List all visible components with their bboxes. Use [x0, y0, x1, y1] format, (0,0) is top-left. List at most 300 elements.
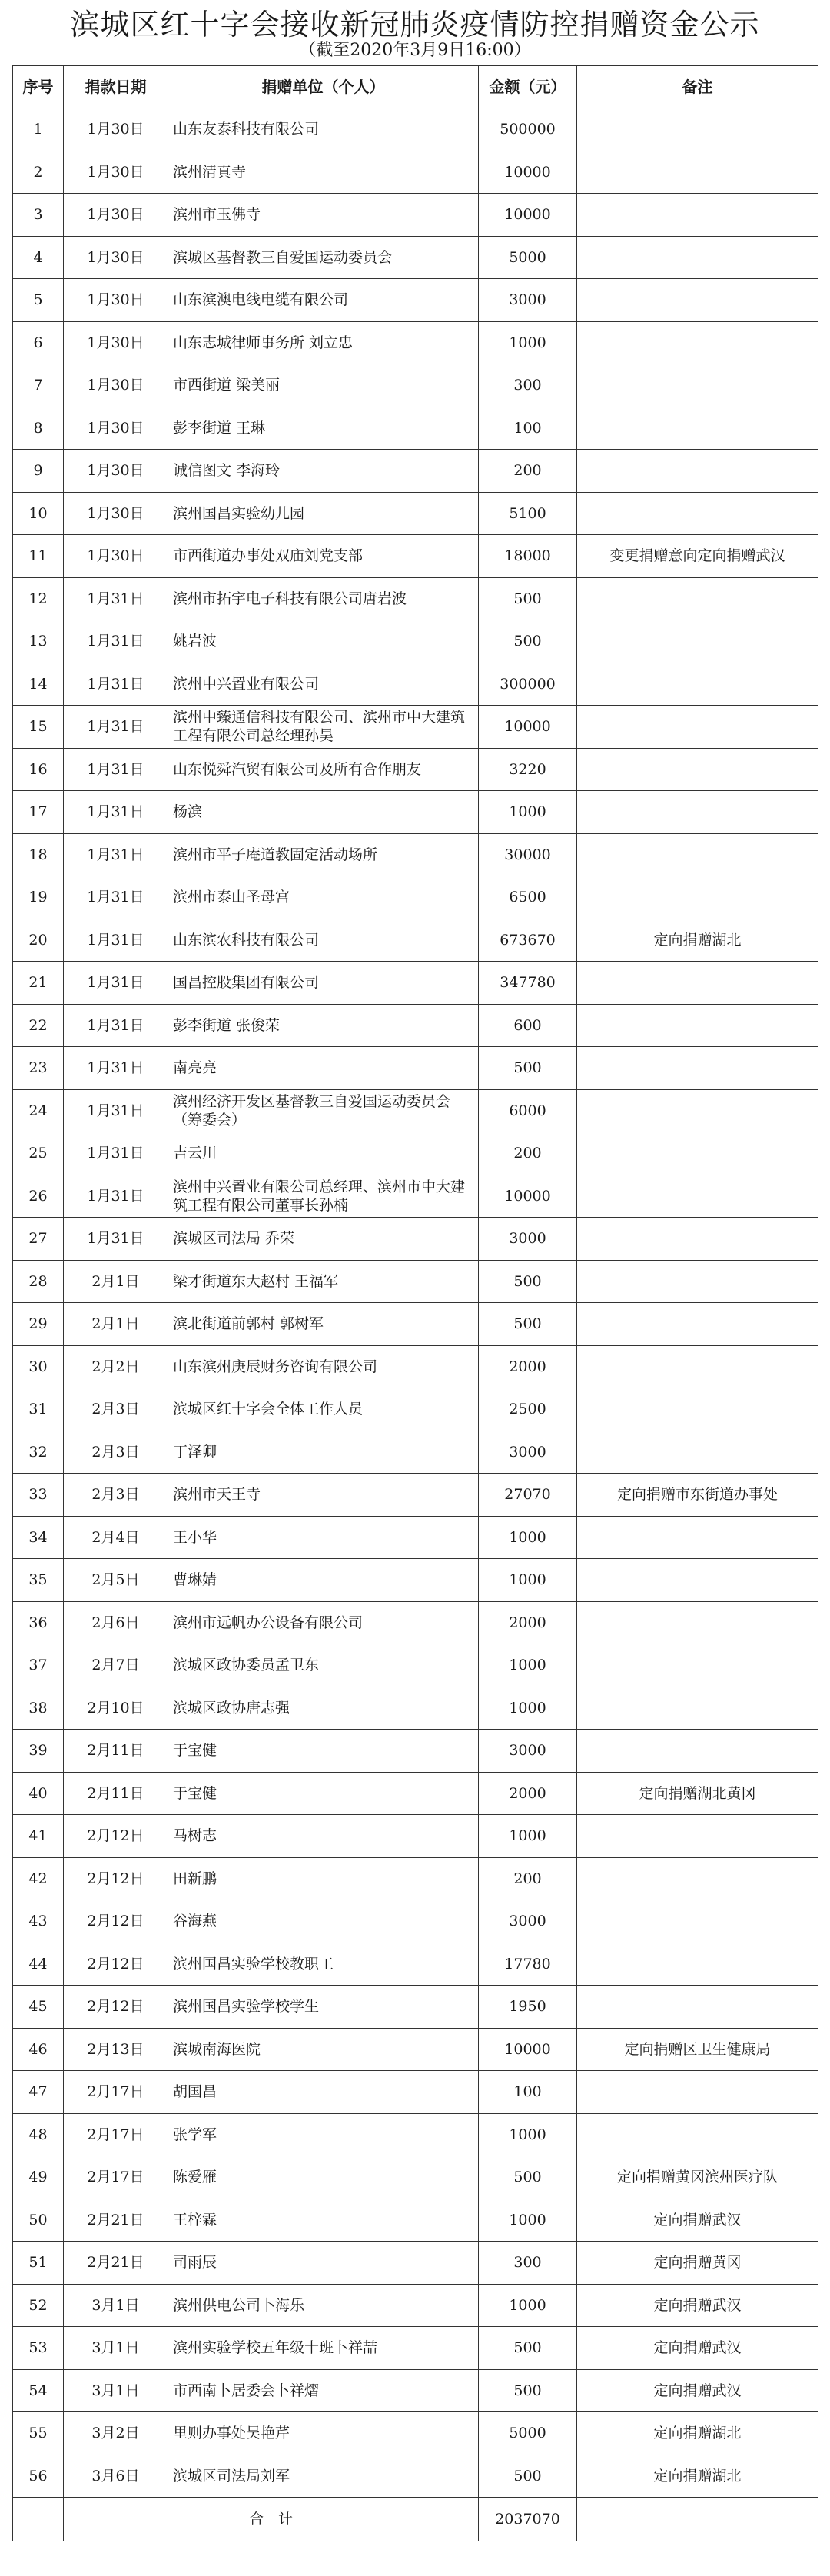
cell-amount: 27070: [479, 1474, 577, 1517]
cell-amount: 500: [479, 2369, 577, 2412]
cell-no: 2: [13, 151, 64, 194]
cell-no: 13: [13, 620, 64, 663]
cell-donor: 南亮亮: [168, 1047, 479, 1090]
cell-donor: 杨滨: [168, 791, 479, 834]
cell-note: [577, 1431, 818, 1474]
cell-date: 2月3日: [64, 1388, 168, 1431]
cell-amount: 500: [479, 2156, 577, 2199]
cell-donor: 梁才街道东大赵村 王福军: [168, 1260, 479, 1303]
cell-donor: 滨州实验学校五年级十班卜祥喆: [168, 2327, 479, 2370]
cell-donor: 滨州国昌实验学校教职工: [168, 1943, 479, 1986]
cell-date: 2月3日: [64, 1431, 168, 1474]
cell-no: 36: [13, 1601, 64, 1644]
cell-note: [577, 620, 818, 663]
cell-note: [577, 1089, 818, 1132]
table-row: [13, 364, 818, 407]
cell-date: 3月1日: [64, 2327, 168, 2370]
table-row: [13, 1559, 818, 1602]
cell-no: 24: [13, 1089, 64, 1132]
cell-donor: 吉云川: [168, 1132, 479, 1175]
cell-donor: 滨州市平子庵道教固定活动场所: [168, 833, 479, 876]
cell-date: 2月21日: [64, 2242, 168, 2285]
cell-date: 1月31日: [64, 1047, 168, 1090]
cell-amount: 500: [479, 1047, 577, 1090]
cell-no: 3: [13, 194, 64, 237]
cell-amount: 6500: [479, 876, 577, 919]
cell-amount: 500: [479, 577, 577, 620]
cell-donor: 滨州市玉佛寺: [168, 194, 479, 237]
cell-donor: 滨州市拓宇电子科技有限公司唐岩波: [168, 577, 479, 620]
cell-amount: 10000: [479, 151, 577, 194]
cell-amount: 1000: [479, 2113, 577, 2156]
table-header-row: [13, 66, 818, 108]
table-row: [13, 1772, 818, 1815]
header-amount: 金额（元）: [479, 66, 577, 108]
cell-no: 17: [13, 791, 64, 834]
cell-no: 53: [13, 2327, 64, 2370]
cell-donor: 丁泽卿: [168, 1431, 479, 1474]
cell-note: 定向捐赠湖北: [577, 2455, 818, 2498]
cell-donor: 里则办事处吴艳芹: [168, 2412, 479, 2455]
cell-date: 2月5日: [64, 1559, 168, 1602]
table-row: [13, 407, 818, 450]
cell-note: [577, 2113, 818, 2156]
cell-date: 1月30日: [64, 450, 168, 493]
cell-no: 6: [13, 321, 64, 364]
cell-date: 1月31日: [64, 876, 168, 919]
cell-amount: 1000: [479, 791, 577, 834]
header-no: 序号: [13, 66, 64, 108]
cell-no: 18: [13, 833, 64, 876]
cell-date: 1月31日: [64, 663, 168, 706]
cell-no: 19: [13, 876, 64, 919]
cell-no: 51: [13, 2242, 64, 2285]
cell-donor: 滨城区基督教三自爱国运动委员会: [168, 236, 479, 279]
table-row: [13, 1986, 818, 2029]
table-row: [13, 748, 818, 791]
cell-no: 55: [13, 2412, 64, 2455]
cell-no: 49: [13, 2156, 64, 2199]
cell-date: 2月12日: [64, 1943, 168, 1986]
cell-donor: 滨北街道前郭村 郭树军: [168, 1303, 479, 1346]
cell-date: 3月6日: [64, 2455, 168, 2498]
cell-amount: 2000: [479, 1601, 577, 1644]
cell-amount: 3000: [479, 1900, 577, 1943]
cell-date: 2月13日: [64, 2028, 168, 2071]
cell-no: 31: [13, 1388, 64, 1431]
cell-amount: 500000: [479, 108, 577, 151]
cell-donor: 诚信图文 李海玲: [168, 450, 479, 493]
cell-donor: 曹琳婧: [168, 1559, 479, 1602]
cell-donor: 山东友泰科技有限公司: [168, 108, 479, 151]
cell-date: 1月31日: [64, 1004, 168, 1047]
cell-amount: 100: [479, 407, 577, 450]
cell-date: 2月12日: [64, 1857, 168, 1900]
table-row: [13, 2113, 818, 2156]
cell-note: [577, 1303, 818, 1346]
cell-amount: 500: [479, 2327, 577, 2370]
cell-amount: 1000: [479, 1815, 577, 1858]
cell-no: 20: [13, 919, 64, 962]
table-row: [13, 1730, 818, 1773]
cell-no: 45: [13, 1986, 64, 2029]
table-row: [13, 791, 818, 834]
table-row: [13, 450, 818, 493]
cell-note: 定向捐赠武汉: [577, 2327, 818, 2370]
table-row: [13, 2242, 818, 2285]
table-row: [13, 1516, 818, 1559]
cell-amount: 200: [479, 1132, 577, 1175]
table-row: [13, 1474, 818, 1517]
cell-no: 39: [13, 1730, 64, 1773]
cell-no: 48: [13, 2113, 64, 2156]
cell-date: 2月11日: [64, 1730, 168, 1773]
cell-note: [577, 364, 818, 407]
cell-note: [577, 1943, 818, 1986]
cell-amount: 600: [479, 1004, 577, 1047]
cell-no: 23: [13, 1047, 64, 1090]
table-body: [13, 108, 818, 2498]
cell-amount: 10000: [479, 194, 577, 237]
cell-no: 25: [13, 1132, 64, 1175]
cell-note: [577, 577, 818, 620]
cell-date: 2月2日: [64, 1345, 168, 1388]
cell-date: 1月30日: [64, 279, 168, 322]
cell-note: [577, 2071, 818, 2114]
cell-date: 1月30日: [64, 151, 168, 194]
cell-date: 3月2日: [64, 2412, 168, 2455]
table-row: [13, 1218, 818, 1261]
cell-donor: 田新鹏: [168, 1857, 479, 1900]
cell-donor: 司雨辰: [168, 2242, 479, 2285]
cell-note: [577, 706, 818, 749]
cell-no: 42: [13, 1857, 64, 1900]
table-row: [13, 151, 818, 194]
cell-donor: 滨州中臻通信科技有限公司、滨州市中大建筑工程有限公司总经理孙昊: [168, 706, 479, 749]
cell-donor: 滨州供电公司卜海乐: [168, 2284, 479, 2327]
cell-note: 定向捐赠湖北黄冈: [577, 1772, 818, 1815]
cell-date: 1月31日: [64, 1089, 168, 1132]
cell-date: 1月30日: [64, 407, 168, 450]
cell-amount: 10000: [479, 706, 577, 749]
cell-date: 2月12日: [64, 1900, 168, 1943]
cell-date: 1月30日: [64, 194, 168, 237]
header-donor: 捐赠单位（个人）: [168, 66, 479, 108]
cell-amount: 17780: [479, 1943, 577, 1986]
table-row: [13, 321, 818, 364]
cell-note: [577, 1687, 818, 1730]
table-row: [13, 2327, 818, 2370]
cell-amount: 6000: [479, 1089, 577, 1132]
total-row: [13, 2498, 818, 2541]
cell-amount: 2000: [479, 1345, 577, 1388]
cell-note: [577, 962, 818, 1005]
cell-amount: 300: [479, 364, 577, 407]
table-row: [13, 706, 818, 749]
table-row: [13, 876, 818, 919]
cell-date: 2月7日: [64, 1644, 168, 1687]
cell-no: 10: [13, 492, 64, 535]
cell-no: 47: [13, 2071, 64, 2114]
cell-amount: 10000: [479, 2028, 577, 2071]
cell-date: 2月17日: [64, 2156, 168, 2199]
cell-date: 3月1日: [64, 2284, 168, 2327]
cell-donor: 彭李街道 王琳: [168, 407, 479, 450]
cell-donor: 胡国昌: [168, 2071, 479, 2114]
cell-no: 12: [13, 577, 64, 620]
cell-note: [577, 1260, 818, 1303]
cell-donor: 滨州清真寺: [168, 151, 479, 194]
cell-note: [577, 194, 818, 237]
cell-amount: 1000: [479, 1516, 577, 1559]
table-row: [13, 1815, 818, 1858]
cell-donor: 马树志: [168, 1815, 479, 1858]
cell-donor: 滨州中兴置业有限公司总经理、滨州市中大建筑工程有限公司董事长孙楠: [168, 1175, 479, 1218]
table-row: [13, 1089, 818, 1132]
cell-amount: 3000: [479, 1730, 577, 1773]
cell-amount: 18000: [479, 535, 577, 578]
cell-amount: 200: [479, 450, 577, 493]
cell-note: [577, 236, 818, 279]
table-row: [13, 1388, 818, 1431]
cell-donor: 市西南卜居委会卜祥熠: [168, 2369, 479, 2412]
cell-date: 2月17日: [64, 2071, 168, 2114]
cell-note: 定向捐赠武汉: [577, 2199, 818, 2242]
cell-amount: 1000: [479, 321, 577, 364]
cell-date: 1月31日: [64, 1175, 168, 1218]
cell-amount: 3000: [479, 279, 577, 322]
cell-note: [577, 321, 818, 364]
cell-amount: 673670: [479, 919, 577, 962]
cell-note: 定向捐赠黄冈滨州医疗队: [577, 2156, 818, 2199]
table-row: [13, 833, 818, 876]
table-row: [13, 663, 818, 706]
cell-donor: 滨城区司法局 乔荣: [168, 1218, 479, 1261]
cell-donor: 山东志城律师事务所 刘立忠: [168, 321, 479, 364]
cell-amount: 5000: [479, 2412, 577, 2455]
cell-donor: 谷海燕: [168, 1900, 479, 1943]
cell-no: 34: [13, 1516, 64, 1559]
cell-date: 1月31日: [64, 833, 168, 876]
cell-note: [577, 663, 818, 706]
cell-no: 50: [13, 2199, 64, 2242]
table-row: [13, 2412, 818, 2455]
cell-no: 52: [13, 2284, 64, 2327]
cell-no: 40: [13, 1772, 64, 1815]
cell-donor: 滨州国昌实验学校学生: [168, 1986, 479, 2029]
cell-donor: 山东滨州庚辰财务咨询有限公司: [168, 1345, 479, 1388]
cell-note: 定向捐赠武汉: [577, 2369, 818, 2412]
cell-no: 33: [13, 1474, 64, 1517]
cell-amount: 2000: [479, 1772, 577, 1815]
cell-note: [577, 1004, 818, 1047]
cell-donor: 张学军: [168, 2113, 479, 2156]
cell-donor: 滨城区政协委员孟卫东: [168, 1644, 479, 1687]
cell-amount: 3000: [479, 1431, 577, 1474]
cell-donor: 山东滨农科技有限公司: [168, 919, 479, 962]
cell-date: 1月30日: [64, 108, 168, 151]
cell-amount: 347780: [479, 962, 577, 1005]
table-row: [13, 492, 818, 535]
table-row: [13, 2199, 818, 2242]
cell-note: 定向捐赠武汉: [577, 2284, 818, 2327]
cell-no: 54: [13, 2369, 64, 2412]
cell-no: 5: [13, 279, 64, 322]
cell-donor: 滨城区红十字会全体工作人员: [168, 1388, 479, 1431]
cell-date: 1月30日: [64, 492, 168, 535]
total-amount: 2037070: [479, 2498, 577, 2541]
cell-note: [577, 450, 818, 493]
cell-no: 1: [13, 108, 64, 151]
cell-no: 9: [13, 450, 64, 493]
cell-note: [577, 1644, 818, 1687]
cell-date: 2月12日: [64, 1815, 168, 1858]
cell-note: [577, 1986, 818, 2029]
cell-no: 8: [13, 407, 64, 450]
cell-date: 1月31日: [64, 1218, 168, 1261]
cell-amount: 1000: [479, 1559, 577, 1602]
table-row: [13, 194, 818, 237]
table-row: [13, 2156, 818, 2199]
cell-amount: 1000: [479, 1687, 577, 1730]
cell-note: 定向捐赠黄冈: [577, 2242, 818, 2285]
document-subtitle: （截至2020年3月9日16:00）: [299, 41, 531, 60]
cell-date: 1月31日: [64, 706, 168, 749]
table-row: [13, 2284, 818, 2327]
cell-donor: 滨城南海医院: [168, 2028, 479, 2071]
cell-donor: 国昌控股集团有限公司: [168, 962, 479, 1005]
cell-note: [577, 1345, 818, 1388]
cell-date: 3月1日: [64, 2369, 168, 2412]
cell-amount: 1000: [479, 2199, 577, 2242]
cell-amount: 500: [479, 1303, 577, 1346]
cell-no: 56: [13, 2455, 64, 2498]
cell-amount: 300000: [479, 663, 577, 706]
cell-donor: 于宝健: [168, 1772, 479, 1815]
cell-note: [577, 1559, 818, 1602]
cell-date: 1月31日: [64, 919, 168, 962]
cell-date: 2月3日: [64, 1474, 168, 1517]
table-row: [13, 620, 818, 663]
cell-amount: 200: [479, 1857, 577, 1900]
cell-note: [577, 1601, 818, 1644]
cell-date: 2月1日: [64, 1303, 168, 1346]
total-spacer-no: [13, 2498, 64, 2541]
cell-no: 4: [13, 236, 64, 279]
cell-note: 定向捐赠湖北: [577, 2412, 818, 2455]
cell-donor: 山东悦舜汽贸有限公司及所有合作朋友: [168, 748, 479, 791]
cell-date: 2月6日: [64, 1601, 168, 1644]
cell-no: 27: [13, 1218, 64, 1261]
cell-note: [577, 833, 818, 876]
table-row: [13, 1303, 818, 1346]
table-row: [13, 1132, 818, 1175]
cell-donor: 王小华: [168, 1516, 479, 1559]
cell-no: 37: [13, 1644, 64, 1687]
cell-donor: 滨城区司法局刘军: [168, 2455, 479, 2498]
cell-amount: 3000: [479, 1218, 577, 1261]
cell-date: 2月21日: [64, 2199, 168, 2242]
cell-date: 2月4日: [64, 1516, 168, 1559]
cell-note: 变更捐赠意向定向捐赠武汉: [577, 535, 818, 578]
cell-date: 2月1日: [64, 1260, 168, 1303]
cell-donor: 滨州市远帆办公设备有限公司: [168, 1601, 479, 1644]
cell-donor: 滨州国昌实验幼儿园: [168, 492, 479, 535]
cell-donor: 滨州中兴置业有限公司: [168, 663, 479, 706]
table-row: [13, 2028, 818, 2071]
cell-date: 1月31日: [64, 620, 168, 663]
cell-amount: 5000: [479, 236, 577, 279]
cell-no: 43: [13, 1900, 64, 1943]
cell-date: 1月31日: [64, 748, 168, 791]
cell-no: 15: [13, 706, 64, 749]
cell-note: 定向捐赠湖北: [577, 919, 818, 962]
table-row: [13, 2071, 818, 2114]
cell-date: 2月11日: [64, 1772, 168, 1815]
cell-date: 1月30日: [64, 236, 168, 279]
table-row: [13, 1004, 818, 1047]
cell-date: 1月30日: [64, 321, 168, 364]
cell-amount: 3220: [479, 748, 577, 791]
table-row: [13, 535, 818, 578]
cell-date: 2月10日: [64, 1687, 168, 1730]
cell-amount: 500: [479, 620, 577, 663]
cell-no: 38: [13, 1687, 64, 1730]
table-row: [13, 1345, 818, 1388]
table-row: [13, 2369, 818, 2412]
table-row: [13, 1687, 818, 1730]
table-row: [13, 1857, 818, 1900]
table-row: [13, 1644, 818, 1687]
donation-table: [12, 65, 818, 2541]
cell-note: [577, 1815, 818, 1858]
cell-note: [577, 1388, 818, 1431]
table-row: [13, 108, 818, 151]
cell-note: [577, 492, 818, 535]
cell-donor: 陈爱雁: [168, 2156, 479, 2199]
cell-no: 35: [13, 1559, 64, 1602]
cell-amount: 500: [479, 1260, 577, 1303]
cell-donor: 王梓霖: [168, 2199, 479, 2242]
cell-no: 41: [13, 1815, 64, 1858]
cell-no: 29: [13, 1303, 64, 1346]
cell-no: 21: [13, 962, 64, 1005]
table-row: [13, 1047, 818, 1090]
table-row: [13, 236, 818, 279]
table-row: [13, 919, 818, 962]
table-row: [13, 2455, 818, 2498]
cell-amount: 1950: [479, 1986, 577, 2029]
cell-no: 30: [13, 1345, 64, 1388]
table-row: [13, 1943, 818, 1986]
header-note: 备注: [577, 66, 818, 108]
cell-donor: 滨城区政协唐志强: [168, 1687, 479, 1730]
cell-note: [577, 1175, 818, 1218]
table-row: [13, 1601, 818, 1644]
cell-date: 1月31日: [64, 577, 168, 620]
cell-donor: 于宝健: [168, 1730, 479, 1773]
cell-donor: 市西街道 梁美丽: [168, 364, 479, 407]
cell-date: 1月31日: [64, 962, 168, 1005]
total-label: 合 计: [64, 2498, 479, 2541]
cell-no: 16: [13, 748, 64, 791]
cell-no: 11: [13, 535, 64, 578]
table-row: [13, 1431, 818, 1474]
table-row: [13, 1900, 818, 1943]
table-row: [13, 962, 818, 1005]
table-row: [13, 279, 818, 322]
cell-no: 7: [13, 364, 64, 407]
